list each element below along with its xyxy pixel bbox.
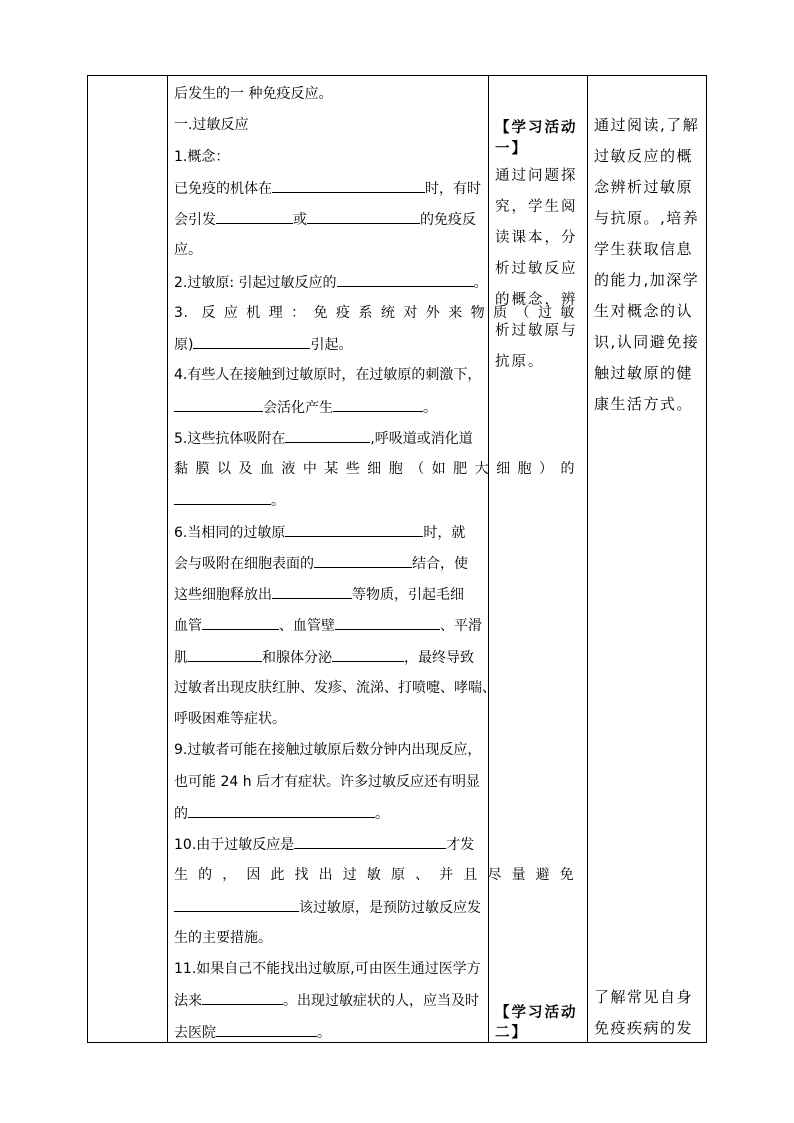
fill-blank[interactable] — [332, 647, 404, 662]
text-line: 9.过敏者可能在接触过敏原后数分钟内出现反应， — [174, 742, 482, 758]
text-line — [174, 553, 575, 573]
text: 和腺体分泌 — [262, 650, 332, 666]
text: 时，就 — [423, 525, 466, 541]
text-line — [174, 615, 575, 635]
column-divider — [167, 76, 168, 1042]
activity-text: 读课本，分 — [495, 230, 578, 246]
text-line — [174, 522, 575, 542]
text: ,呼吸道或消化道 — [370, 431, 473, 447]
text-line: 也可能 24 h 后才有症状。许多过敏反应还有明显 — [174, 774, 481, 790]
activity-text: 析过敏反应 — [495, 261, 578, 277]
text: 的 — [174, 806, 188, 822]
fill-blank[interactable] — [188, 647, 262, 662]
intent-text: 与抗原。,培养 — [594, 209, 700, 227]
text-line: 3. 反应机理：免疫系统对外来物质（过敏 — [174, 305, 575, 321]
text-line: 4.有些人在接触到过敏原时，在过敏原的刺激下， — [174, 367, 482, 383]
text: 的免疫反 — [420, 212, 476, 228]
activity-text: 究，学生阅 — [495, 199, 578, 215]
fill-blank[interactable] — [337, 272, 474, 287]
intent-text: 念辨析过敏原 — [594, 178, 694, 196]
fill-blank[interactable] — [202, 990, 283, 1005]
fill-blank[interactable] — [307, 209, 420, 224]
fill-blank[interactable] — [294, 834, 446, 849]
intent-text: 识,认同避免接 — [594, 333, 700, 351]
activity-text: 析过敏原与 — [495, 323, 578, 339]
text: 、平滑 — [440, 618, 482, 634]
text: 时，有时 — [425, 181, 481, 197]
text: 会引发 — [174, 212, 216, 228]
text-line — [174, 834, 575, 854]
text: 。 — [317, 1025, 331, 1041]
text: ，最终导致 — [404, 650, 474, 666]
text-line: 应。 — [174, 242, 202, 258]
text: 会活化产生 — [263, 400, 333, 416]
text-line: 生的主要措施。 — [174, 930, 272, 946]
subheading: 1.概念： — [174, 149, 230, 165]
text-line — [174, 803, 575, 823]
text-line — [174, 490, 575, 510]
intent-text: 了解常见自身 — [594, 988, 694, 1006]
text: 法来 — [174, 993, 202, 1009]
text: 去医院 — [174, 1025, 216, 1041]
text: 血管 — [174, 618, 202, 634]
text-line: 11.如果自己不能找出过敏原,可由医生通过医学方 — [174, 961, 481, 977]
text: 或 — [293, 212, 307, 228]
text: 这些细胞释放出 — [174, 587, 272, 603]
section-heading: 一.过敏反应 — [174, 117, 249, 133]
text: 10.由于过敏反应是 — [174, 837, 295, 853]
intent-text: 生对概念的认 — [594, 302, 694, 320]
activity-text: 抗原。 — [495, 354, 545, 370]
text: 、血管壁 — [279, 618, 335, 634]
fill-blank[interactable] — [202, 615, 279, 630]
fill-blank[interactable] — [193, 334, 310, 349]
fill-blank[interactable] — [216, 1022, 317, 1037]
activity-heading: 【学习活动 — [495, 120, 578, 136]
text-line — [174, 428, 575, 448]
fill-blank[interactable] — [188, 803, 375, 818]
fill-blank[interactable] — [174, 897, 299, 912]
intent-text: 免疫疾病的发 — [594, 1019, 694, 1037]
text-line: 过敏者出现皮肤红肿、发疹、流涕、打喷嚏、哮喘、 — [174, 680, 496, 696]
text-line — [174, 584, 575, 604]
column-divider — [587, 76, 588, 1042]
text: 。 — [271, 493, 285, 509]
activity-heading: 【学习活动 — [495, 1005, 578, 1021]
activity-text: 的概念，辨 — [495, 292, 578, 308]
fill-blank[interactable] — [174, 490, 271, 505]
intent-text: 学生获取信息 — [594, 240, 694, 258]
intent-text: 的能力,加深学 — [594, 271, 700, 289]
text-line — [174, 897, 575, 917]
text: 结合，使 — [412, 556, 468, 572]
text-line: 呼吸困难等症状。 — [174, 711, 286, 727]
text-line: 生的，因此找出过敏原、并且尽量避免 — [174, 867, 575, 883]
activity-heading: 二】 — [495, 1025, 528, 1041]
activity-text: 通过问题探 — [495, 168, 578, 184]
fill-blank[interactable] — [335, 615, 440, 630]
fill-blank[interactable] — [272, 584, 352, 599]
intent-text: 康生活方式。 — [594, 395, 694, 413]
text: 2.过敏原: 引起过敏反应的 — [174, 275, 337, 291]
text: 5.这些抗体吸附在 — [174, 431, 286, 447]
text: 会与吸附在细胞表面的 — [174, 556, 314, 572]
fill-blank[interactable] — [314, 553, 412, 568]
text: 。 — [375, 806, 389, 822]
intent-text: 通过阅读,了解 — [594, 116, 700, 134]
text: 。 — [473, 275, 488, 291]
activity-heading: 一】 — [495, 141, 528, 157]
text: 肌 — [174, 650, 188, 666]
fill-blank[interactable] — [285, 428, 370, 443]
text: 。 — [423, 400, 437, 416]
intent-text: 过敏反应的概 — [594, 147, 694, 165]
text: 。出现过敏症状的人，应当及时 — [283, 993, 479, 1009]
text: 已免疫的机体在 — [174, 181, 272, 197]
lesson-plan-table — [87, 75, 707, 1043]
text: 原) — [174, 337, 194, 353]
text: 6.当相同的过敏原 — [174, 525, 286, 541]
text-line — [174, 647, 575, 667]
text: 引起。 — [310, 337, 353, 353]
text: 该过敏原，是预防过敏反应发 — [299, 900, 481, 916]
text-line: 后发生的一 种免疫反应。 — [174, 86, 333, 102]
text: 等物质，引起毛细 — [352, 587, 464, 603]
fill-blank[interactable] — [285, 522, 423, 537]
text-line — [174, 397, 575, 417]
fill-blank[interactable] — [174, 397, 263, 412]
text: 才发 — [446, 837, 475, 853]
intent-text: 触过敏原的健 — [594, 364, 694, 382]
fill-blank[interactable] — [333, 397, 423, 412]
fill-blank[interactable] — [272, 178, 425, 193]
text-line: 黏膜以及血液中某些细胞（如肥大细胞）的 — [174, 461, 575, 477]
fill-blank[interactable] — [216, 209, 293, 224]
